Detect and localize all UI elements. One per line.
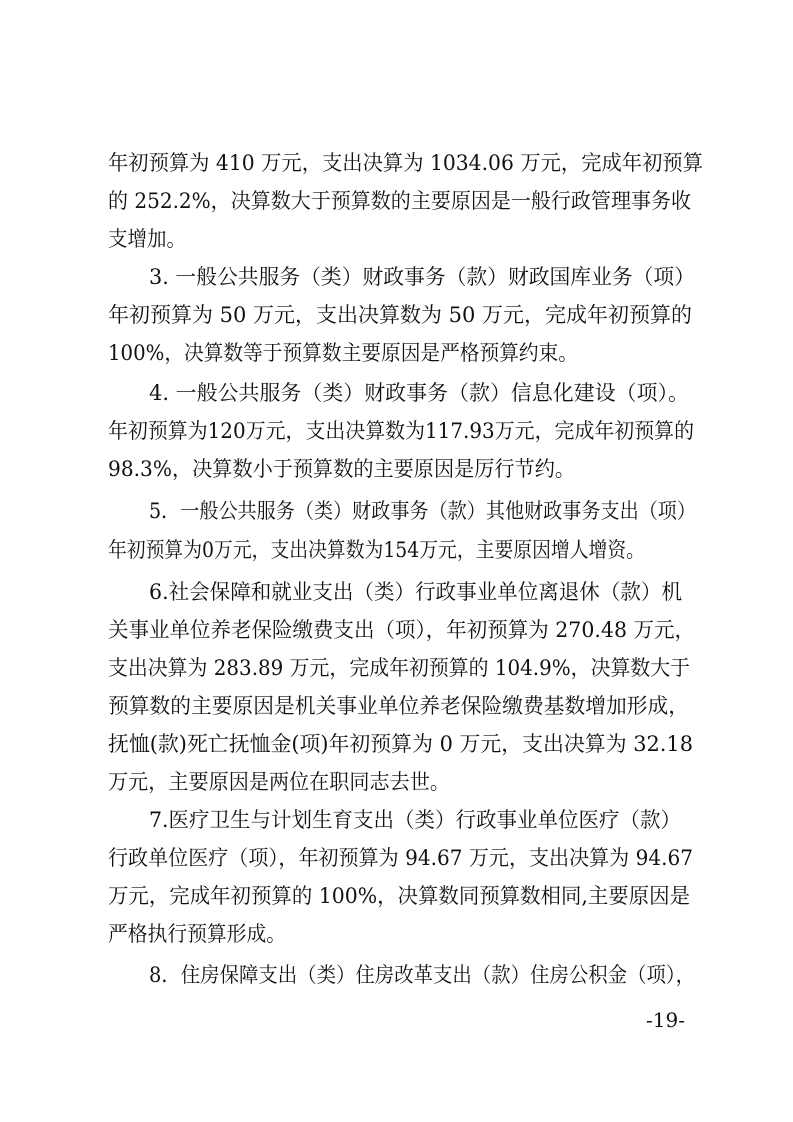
text-line <box>0 449 793 489</box>
text-line <box>0 876 793 916</box>
line-text: 的 252.2%，决算数大于预算数的主要原因是一般行政管理事务收 <box>108 189 691 213</box>
text-line <box>0 800 793 840</box>
line-text: 年初预算为 50 万元，支出决算数为 50 万元，完成年初预算的 <box>108 303 692 327</box>
text-line <box>0 257 793 297</box>
line-text: 抚恤(款)死亡抚恤金(项)年初预算为 0 万元，支出决算为 32.18 <box>108 732 693 756</box>
line-text: 严格执行预算形成。 <box>108 922 286 946</box>
line-text: 6.社会保障和就业支出（类）行政事业单位离退休（款）机 <box>149 580 682 604</box>
line-text: 万元，完成年初预算的 100%，决算数同预算数相同,主要原因是 <box>108 884 690 908</box>
text-line <box>0 762 793 802</box>
line-text: 7.医疗卫生与计划生育支出（类）行政事业单位医疗（款） <box>149 808 681 832</box>
line-text: 5．一般公共服务（类）财政事务（款）其他财政事务支出（项） <box>149 499 696 523</box>
text-line <box>0 838 793 878</box>
line-text: 年初预算为 410 万元，支出决算为 1034.06 万元，完成年初预算 <box>108 151 703 175</box>
text-line <box>0 686 793 726</box>
text-line <box>0 572 793 612</box>
line-text: 8．住房保障支出（类）住房改革支出（款）住房公积金（项）， <box>149 963 695 987</box>
line-text: 支出决算为 283.89 万元，完成年初预算的 104.9%，决算数大于 <box>108 656 690 680</box>
text-line <box>0 219 793 259</box>
text-line <box>0 610 793 650</box>
text-line <box>0 491 793 531</box>
line-text: 支增加。 <box>108 227 186 251</box>
text-line <box>0 143 793 183</box>
text-line <box>0 914 793 954</box>
text-line <box>0 411 793 451</box>
line-text: 100%，决算数等于预算数主要原因是严格预算约束。 <box>108 341 578 365</box>
text-line <box>0 530 793 570</box>
line-text: 98.3%，决算数小于预算数的主要原因是厉行节约。 <box>108 457 575 481</box>
line-text: 年初预算为0万元，支出决算数为154万元，主要原因增人增资。 <box>108 538 645 562</box>
line-text: 行政单位医疗（项），年初预算为 94.67 万元，支出决算为 94.67 <box>108 846 693 870</box>
text-line <box>0 724 793 764</box>
line-text: 万元，主要原因是两位在职同志去世。 <box>108 770 450 794</box>
line-text: 关事业单位养老保险缴费支出（项），年初预算为 270.48 万元， <box>108 618 695 642</box>
line-text: 年初预算为120万元，支出决算数为117.93万元，完成年初预算的 <box>108 419 694 443</box>
line-text: 4. 一般公共服务（类）财政事务（款）信息化建设（项）。 <box>149 381 689 405</box>
text-line <box>0 955 793 995</box>
line-text: 3. 一般公共服务（类）财政事务（款）财政国库业务（项） <box>149 265 695 289</box>
page-number: -19- <box>646 1008 685 1032</box>
text-line <box>0 648 793 688</box>
text-line <box>0 295 793 335</box>
text-line <box>0 333 793 373</box>
line-text: 预算数的主要原因是机关事业单位养老保险缴费基数增加形成， <box>108 694 689 718</box>
text-line <box>0 181 793 221</box>
text-line <box>0 373 793 413</box>
